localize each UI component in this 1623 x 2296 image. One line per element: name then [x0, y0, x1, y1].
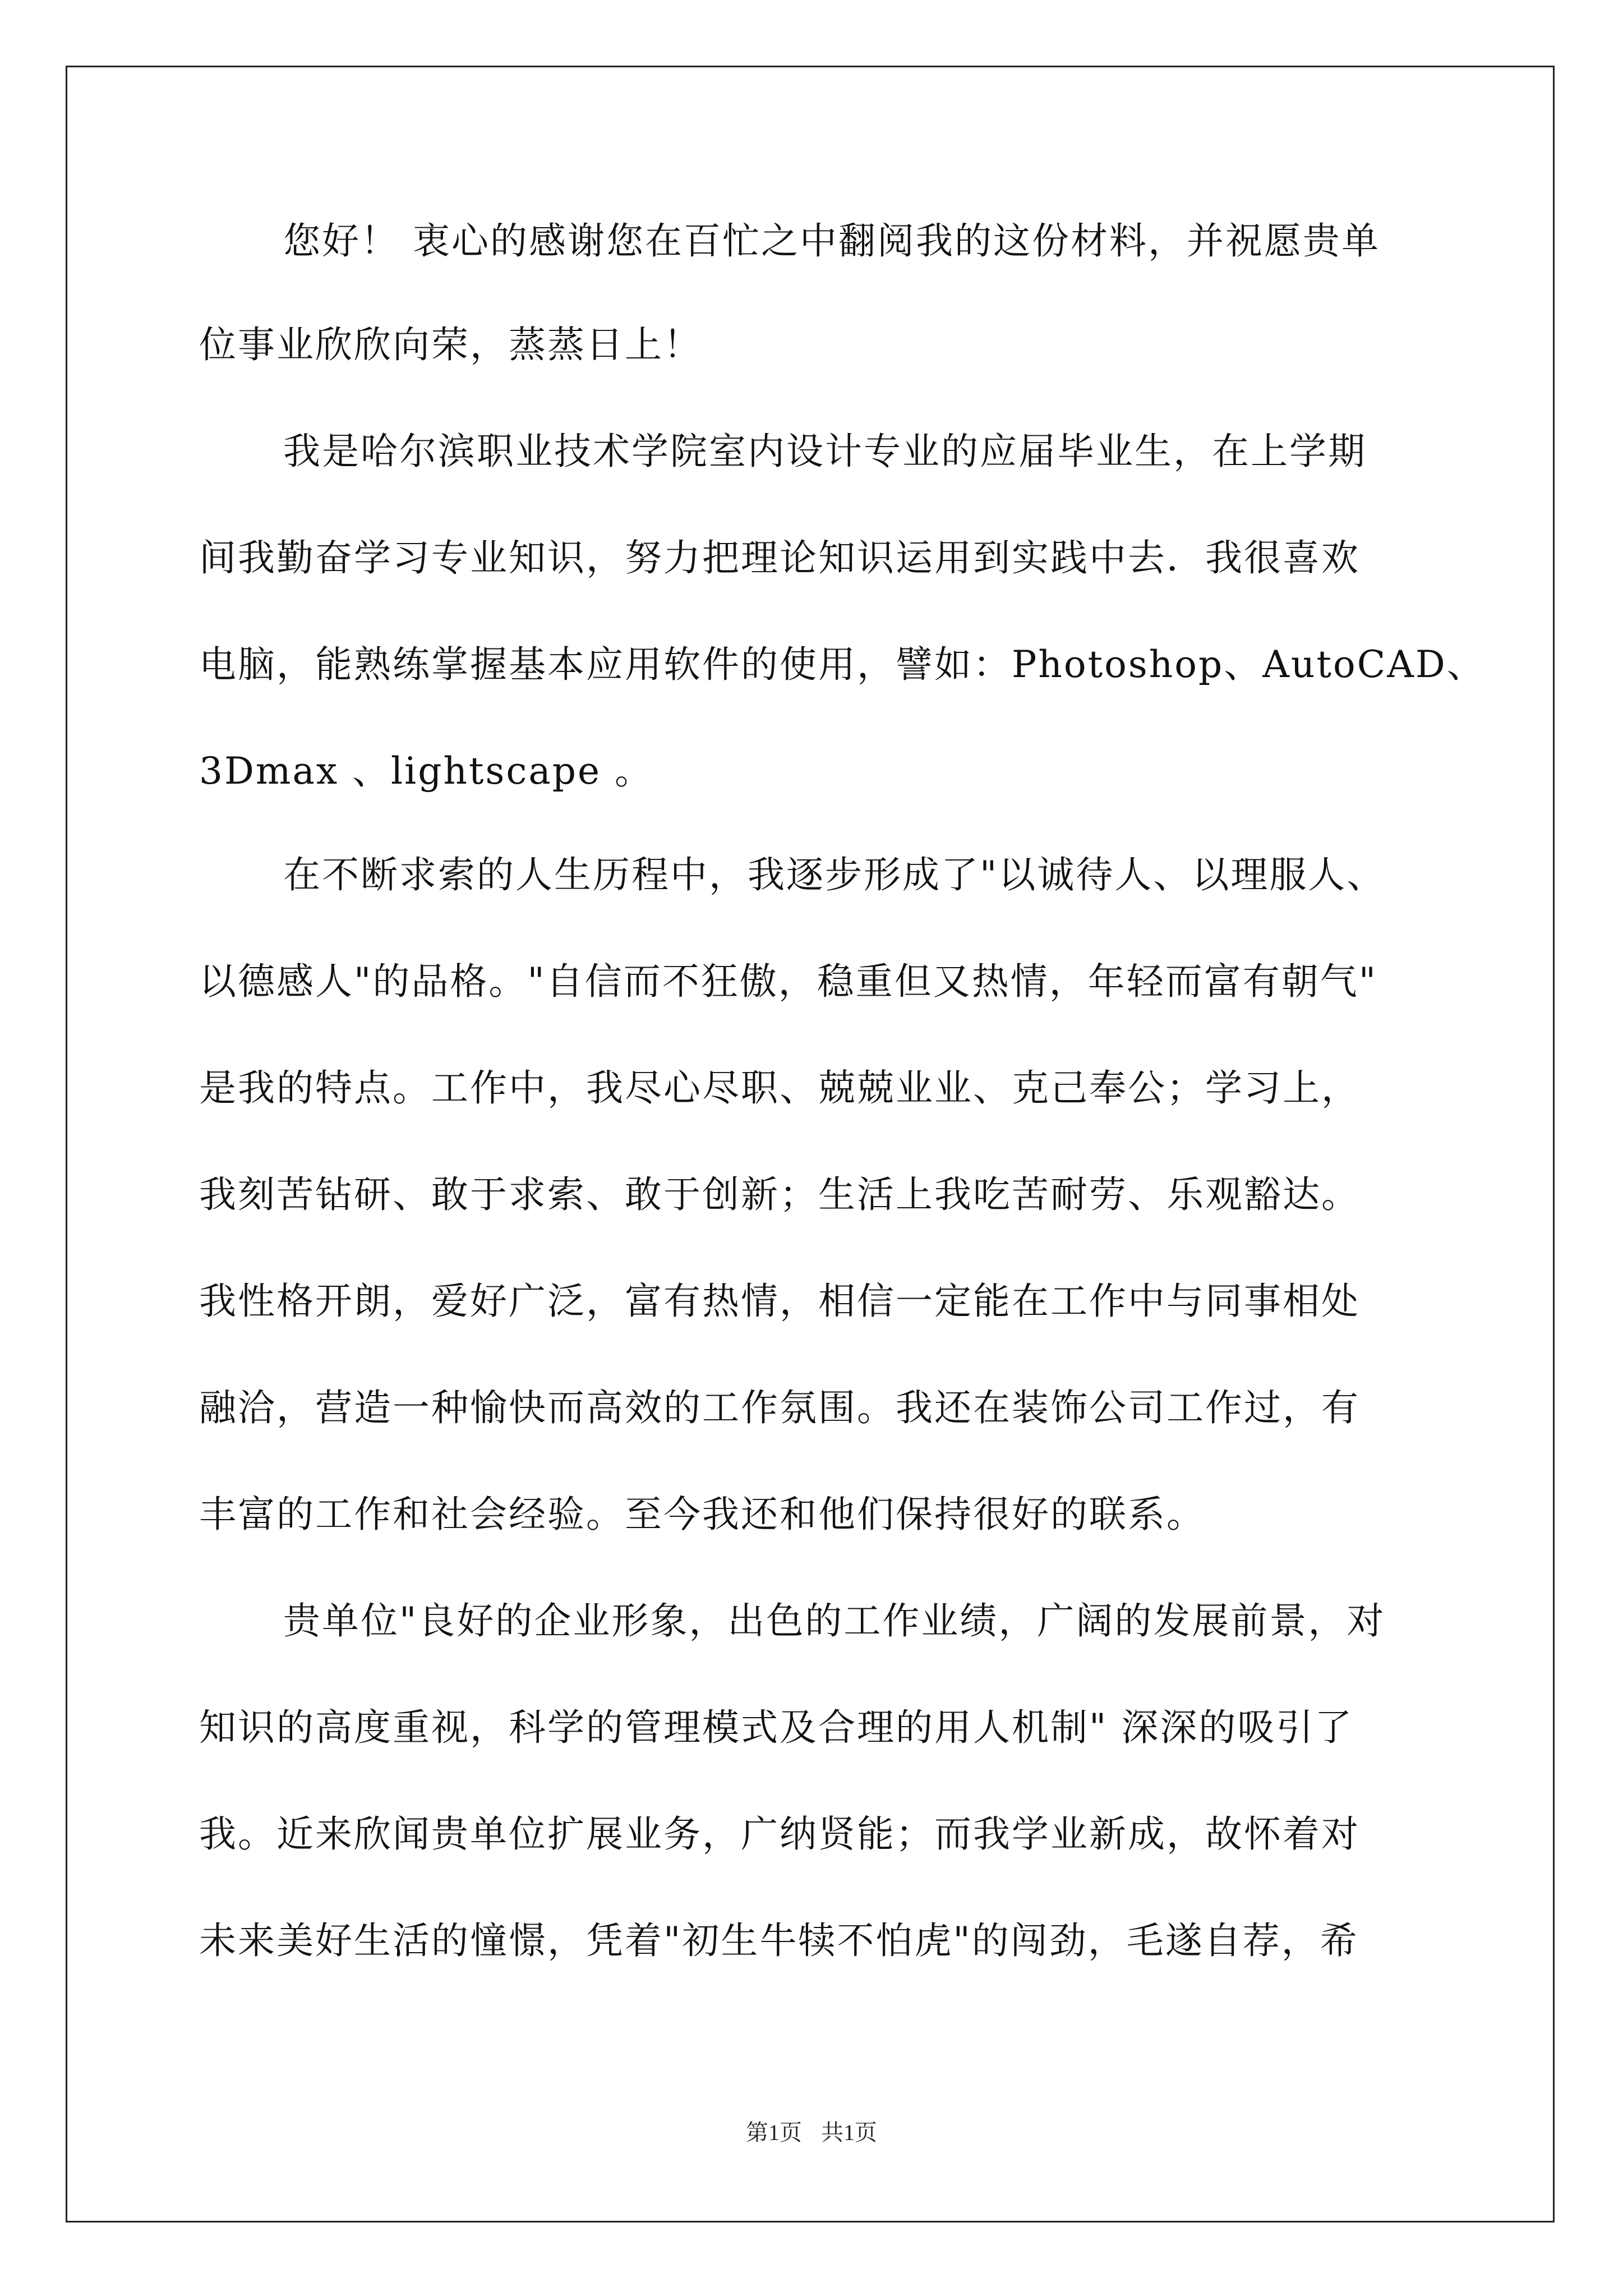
paragraph-2-line-2: 间我勤奋学习专业知识，努力把理论知识运用到实践中去．我很喜欢 — [199, 536, 1360, 579]
paragraph-2-line-1: 我是哈尔滨职业技术学院室内设计专业的应届毕业生，在上学期 — [283, 430, 1367, 473]
page-number-current: 第1页 — [746, 2120, 802, 2145]
paragraph-3-line-3: 是我的特点。工作中，我尽心尽职、兢兢业业、克己奉公；学习上， — [199, 1066, 1360, 1110]
paragraph-3-line-4: 我刻苦钻研、敢于求索、敢于创新；生活上我吃苦耐劳、乐观豁达。 — [199, 1173, 1360, 1216]
page-number-total: 共1页 — [821, 2120, 877, 2145]
paragraph-1-line-2: 位事业欣欣向荣，蒸蒸日上！ — [199, 323, 702, 366]
paragraph-2-line-3: 电脑，能熟练掌握基本应用软件的使用，譬如：Photoshop、AutoCAD、 — [199, 643, 1486, 686]
paragraph-3-line-5: 我性格开朗，爱好广泛，富有热情，相信一定能在工作中与同事相处 — [199, 1280, 1360, 1323]
paragraph-3-line-1: 在不断求索的人生历程中，我逐步形成了"以诚待人、以理服人、 — [283, 853, 1386, 896]
page-footer — [0, 2115, 1623, 2147]
paragraph-3-line-7: 丰富的工作和社会经验。至今我还和他们保持很好的联系。 — [199, 1493, 1205, 1536]
paragraph-2-line-4: 3Dmax 、lightscape 。 — [199, 749, 654, 793]
paragraph-1-line-1: 您好！ 衷心的感谢您在百忙之中翻阅我的这份材料，并祝愿贵单 — [283, 219, 1380, 263]
paragraph-4-line-4: 未来美好生活的憧憬，凭着"初生牛犊不怕虎"的闯劲，毛遂自荐，希 — [199, 1919, 1359, 1962]
paragraph-3-line-2: 以德感人"的品格。"自信而不狂傲，稳重但又热情，年轻而富有朝气" — [199, 960, 1378, 1003]
paragraph-4-line-3: 我。近来欣闻贵单位扩展业务，广纳贤能；而我学业新成，故怀着对 — [199, 1812, 1360, 1856]
page-border — [66, 66, 1555, 2223]
paragraph-4-line-2: 知识的高度重视，科学的管理模式及合理的用人机制" 深深的吸引了 — [199, 1706, 1354, 1749]
paragraph-3-line-6: 融洽，营造一种愉快而高效的工作氛围。我还在装饰公司工作过，有 — [199, 1386, 1360, 1429]
paragraph-4-line-1: 贵单位"良好的企业形象，出色的工作业绩，广阔的发展前景，对 — [283, 1599, 1386, 1642]
